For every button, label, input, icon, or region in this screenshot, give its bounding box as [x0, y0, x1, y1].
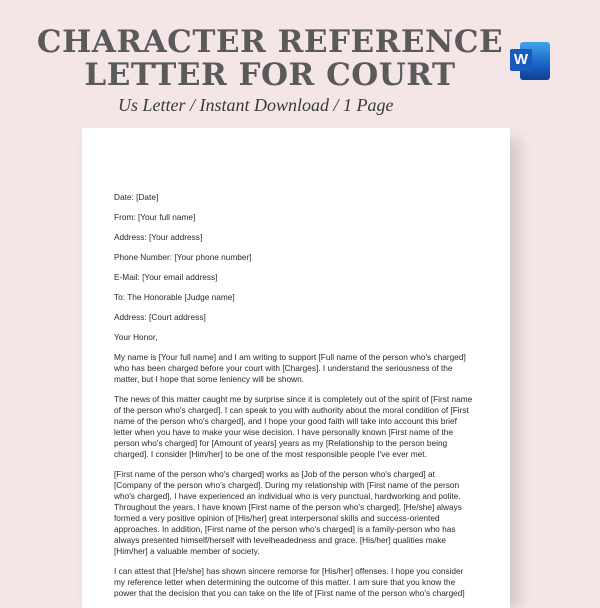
letter-to: To: The Honorable [Judge name]: [114, 292, 235, 302]
letter-date: Date: [Date]: [114, 192, 159, 202]
subtitle: Us Letter / Instant Download / 1 Page: [118, 95, 394, 115]
letter-paragraph-4: I can attest that [He/she] has shown sincere remorse for [His/her] offenses. I hope you consider my reference letter when determining the outcome of this matter. I am sure that you know the power that the decision that you can take on the life of [First name of the person who's charged]: [114, 566, 465, 598]
letter-email: E-Mail: [Your email address]: [114, 272, 218, 282]
letter-salutation: Your Honor,: [114, 332, 158, 342]
page-title: [30, 26, 510, 92]
letter-from: From: [Your full name]: [114, 212, 196, 222]
word-icon-letter: W: [510, 49, 532, 71]
letter-page: [82, 128, 510, 608]
word-icon: [510, 42, 550, 80]
letter-paragraph-3: [First name of the person who's charged] works as [Job of the person who's charged] at [Company of the person who's charged]. During my relationship with [First name of the person who's charged], I have experienced an individual who is very punctual, hardworking and polite. Throughout the years, I have known [First name of the person who's charged], [He/she] always formed a very positive opinion of [His/her] great interpersonal skills and success-oriented approaches. In addition, [First name of the person who's charged] is a family-person who has always presented himself/herself with levelheadedness and grace. [His/her] qualities make [Him/her] a valuable member of society.: [114, 469, 462, 556]
title-line-2: LETTER FOR COURT: [84, 57, 456, 93]
letter-body: [114, 192, 474, 608]
letter-phone: Phone Number: [Your phone number]: [114, 252, 252, 262]
title-line-1: CHARACTER REFERENCE: [36, 24, 504, 60]
letter-court-address: Address: [Court address]: [114, 312, 206, 322]
letter-paragraph-2: The news of this matter caught me by surprise since it is completely out of the spirit of [First name of the person who's charged]. I can speak to you with authority about the moral condition of [First name of the person who's charged], and I hope your good faith will take into account this brief letter when you have to make your wise decision. I have personally known [First name of the person who's charged] for [Amount of years] years as my [Relationship to the person being charged]. I consider [Him/her] to be one of the most responsible people I've ever met.: [114, 394, 473, 459]
letter-paragraph-1: My name is [Your full name] and I am writing to support [Full name of the person who's charged] who has been charged before your court with [Charges]. I understand the seriousness of the matter, but I hope that some leniency will be shown.: [114, 352, 466, 384]
letter-address: Address: [Your address]: [114, 232, 203, 242]
